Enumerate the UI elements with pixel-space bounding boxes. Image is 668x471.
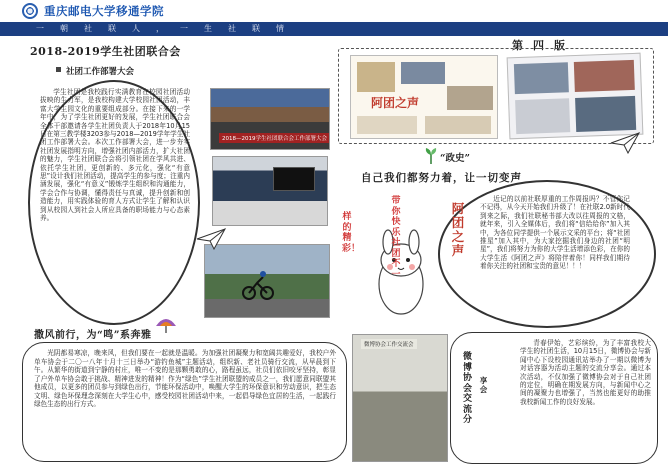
article3-section-title: 阿团之声 (451, 201, 465, 258)
projection-screen (273, 167, 315, 191)
paper-plane-icon (610, 132, 640, 154)
newspaper-page-b (507, 53, 644, 140)
university-logo-icon (22, 3, 38, 19)
meeting-photo (210, 88, 330, 150)
article2-body: 光阴都易寒凉，晚来风，但我们要在一起就是温暖。为加强社团凝聚力和宽阔共趣爱好，我校户外单车协会于二〇一八年十月十三日举办“游钓鱼城”主题活动，组织新、老社员骑行交流，从早晨到下午。从繁华的街道到宁静的村庄，唯一不变的是那颗勇敢的心，路程虽远，社员们依旧咬牙坚持，彰显了户外单车协会敢于挑战、精神进发的精神！作为“绿色”学生社团联盟的成员之一，我们愿意同联盟其他成员，以更多的团员参与到绿色出行，节能环保活动中，唤醒大学生的环保意识和劳动意识，把生态文明、绿色环保理念深刻在大学生心中，感受校园社团活动中来，一起倡导绿色宜居的生活，一起践行绿色生态的出行方式。 (34, 349, 336, 408)
slogan: 自己我们都努力着，让一切变声 (361, 172, 522, 184)
article1-title: 2018-2019学生社团联合会 (30, 45, 181, 58)
newspaper-title: 阿团之声 (371, 96, 420, 110)
paper-plane-icon (196, 228, 226, 250)
header-band (0, 22, 668, 36)
article4-body: 青春伊始，艺彩缤纷，为了丰富我校大学生的社团生活，10月15日，微博协会与新闻中心下设校园通讯站举办了一期以微博为对话容器为活动主题的交流分享会。通过本次活动，不仅加强了微博协会对于自己社团的定位，明确在期发展方向，与新闻中心之间的凝聚力也增强了，当然也能更好的助推我校新闻工作的良好发展。 (520, 339, 651, 406)
article3-body: 近记的以前社联厚重的工作周报吗？不管你记不记得，从今天开始我们升级了！在社联2.0新时代到来之际，我们社联秘书部大改以往周报的文格，就年来，引入全媒体后，我们将“信给给你”加入其中，为各位同学提供一个展示文采的平台；将“社团推星”加入其中，为大家挖掘我们身边的社团“明星”，我们将努力为你的大学生活增添色彩，在你的大学生活《阿团之声》将陪伴着你！同样我们期待着你关注的社团和宝贵的意见！！！ (480, 195, 630, 271)
issue-label: 第四版 (512, 39, 575, 52)
article4-vertical-subtitle: 享会 (479, 376, 488, 394)
weibo-meeting-photo (352, 334, 448, 462)
slogan-top: “政史” (440, 153, 470, 164)
article2-title: 撒风前行，为“鸣”系奔雅 (34, 330, 152, 341)
meeting-photo-caption: 2018—2019学生社团联合会工作部署大会 (219, 133, 330, 143)
newspaper-page-a (350, 55, 498, 139)
weibo-photo-caption: 微博协会工作交流会 (361, 339, 417, 349)
cyclist-icon (241, 267, 275, 301)
article1-subtitle: 社团工作部署大会 (66, 67, 135, 77)
presentation-photo (212, 156, 328, 226)
band-slogan: 一朝社联人，一生社联情 (36, 24, 300, 33)
umbrella-icon (155, 316, 177, 334)
vertical-red-text-1: 带你快乐社团不一 (391, 196, 401, 280)
school-name: 重庆邮电大学移通学院 (44, 4, 164, 18)
vertical-red-text-2: 样的精彩！ (342, 212, 361, 254)
article4-vertical-title: 微博协会交流分 (462, 352, 472, 425)
header (0, 0, 668, 22)
article1-body: 学生社团是我校践行实满教育在校园社团活动拔映的生力军，是我校构建大学校园社团活动，丰富大学生园文化的重要组成部分。在接下来的一学年中，为了学生社团更好的发展，学生社团联合会全体干部邀请各学生社团负责人于2018年10月15日在第三教学楼3203参与2018—2019学年学生社团工作部署大会。本次工作部署大会，进一步夯实社团发展指明方向，增强社团内部活力，扩大社团的魅力，学生社团联合会将引领社团在学风共进、依托学生社团，更创新的、多元化，强化“有意思”设计我们社团活动，提高学生的参与度；注重内涵发展，强化“有意义”锻炼学生组织和沟通能力，学会合作与协调，懂得责任与真诚，提升创新和创造能力，用实践体验的育人方式让学生了解和认识到从校园人到社会人所应具备的职场能力与心态素养。 (40, 88, 190, 223)
bullet-square-icon (56, 67, 61, 72)
plant-icon (424, 146, 438, 164)
mascot-icon (368, 212, 434, 320)
cycling-photo (204, 244, 330, 318)
